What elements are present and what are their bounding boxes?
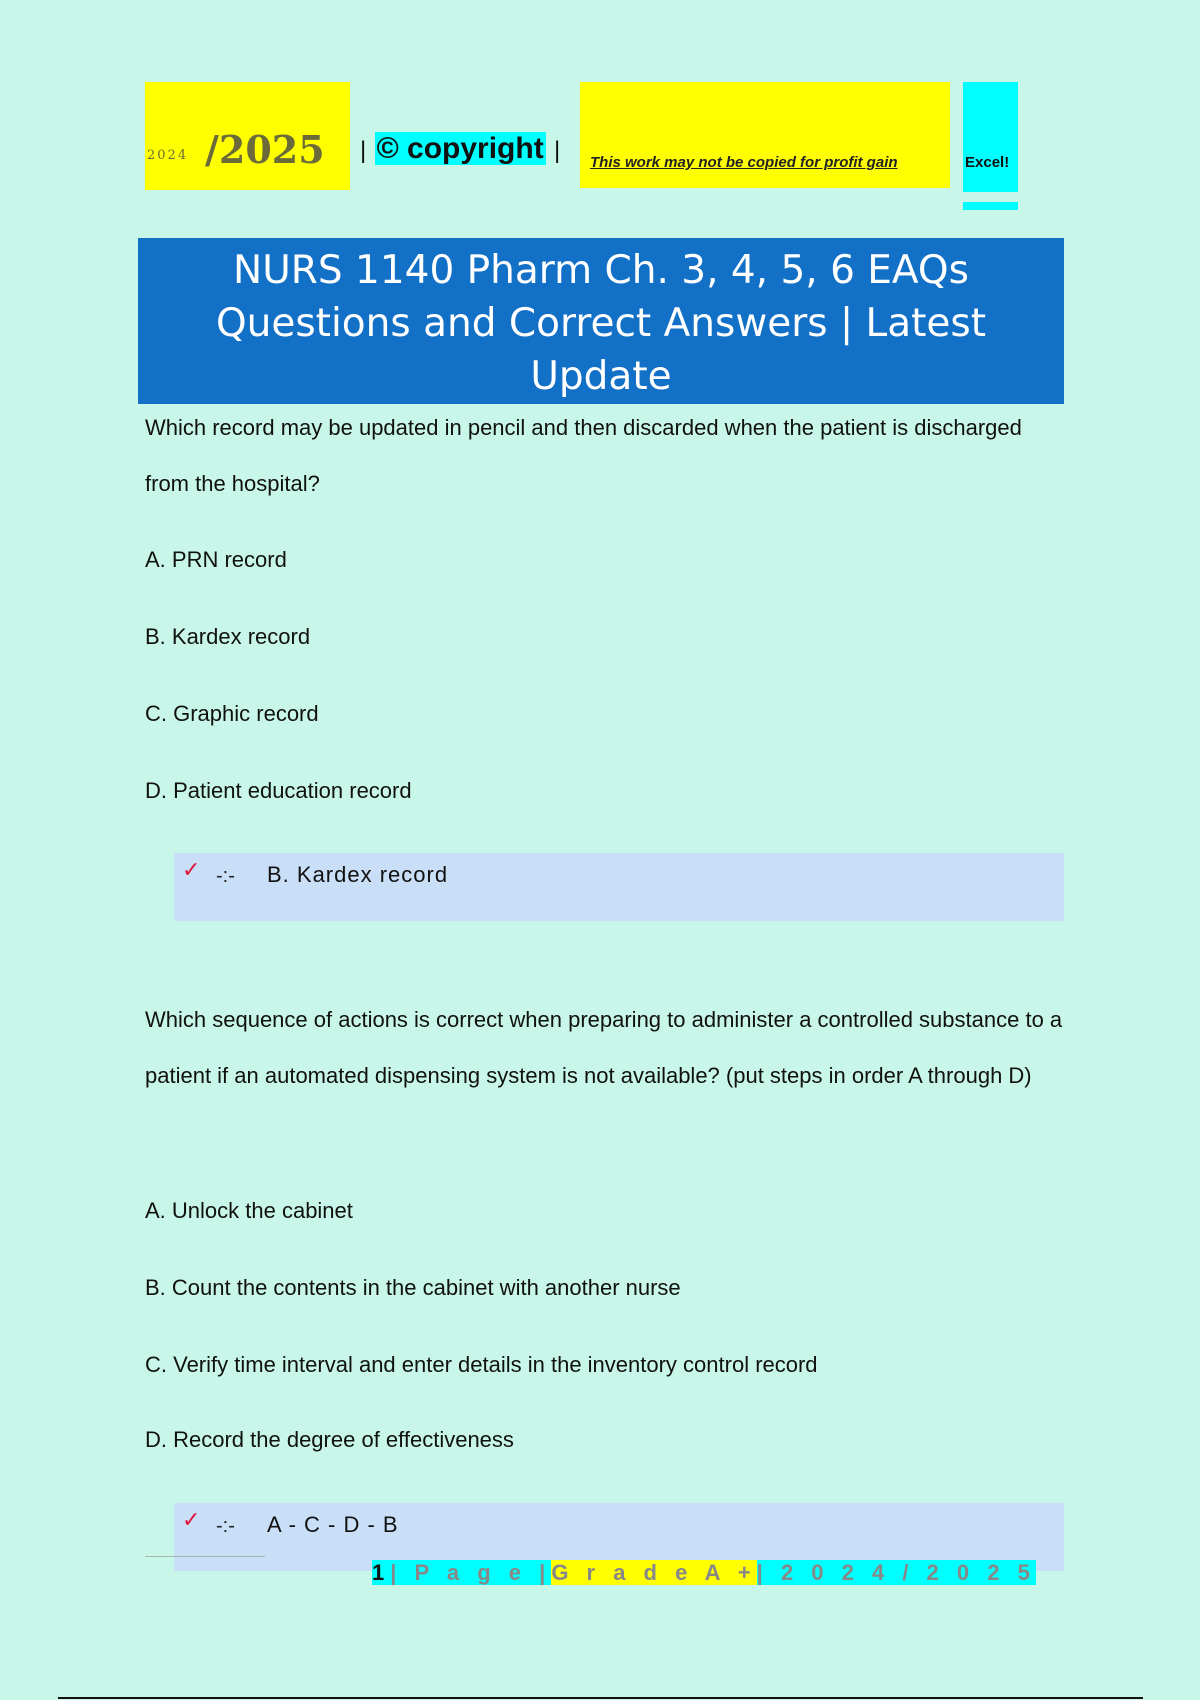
question-2-option-c: C. Verify time interval and enter details in the inventory control record <box>145 1352 818 1377</box>
page-footer <box>372 1560 1036 1590</box>
question-2-option-d: D. Record the degree of effectiveness <box>145 1427 514 1452</box>
year-big-text: /2025 <box>205 127 325 172</box>
checkmark-icon: ✓ <box>182 857 201 882</box>
copyright-bar-left: | <box>360 137 367 164</box>
footer-grade-label: G r a d e A + <box>551 1560 757 1585</box>
answer-separator: -:- <box>216 865 235 887</box>
page-bottom-rule <box>58 1697 1143 1699</box>
document-title <box>138 238 1064 404</box>
question-2-text: Which sequence of actions is correct when preparing to administer a controlled substance to a patient if an automated dispensing system is not available? (put steps in order A through D) <box>145 1007 1063 1088</box>
copyright-bar-right: | <box>554 137 561 164</box>
excel-badge-text: Excel! <box>965 154 1010 171</box>
excel-underline <box>963 202 1018 210</box>
footer-year-label: | 2 0 2 4 / 2 0 2 5 <box>756 1560 1036 1585</box>
question-1-option-d: D. Patient education record <box>145 778 412 803</box>
excel-badge <box>963 82 1018 192</box>
year-banner <box>145 82 350 190</box>
title-line-2: Questions and Correct Answers | Latest <box>215 301 987 346</box>
question-1-option-b: B. Kardex record <box>145 624 311 649</box>
question-1-answer-box <box>174 853 1064 921</box>
question-1-answer: B. Kardex record <box>267 862 449 887</box>
footer-page-label: | P a g e | <box>390 1560 552 1585</box>
question-1-option-c: C. Graphic record <box>145 701 319 726</box>
title-line-3: Update <box>530 354 672 399</box>
footer-rule <box>145 1556 265 1557</box>
copy-notice-text: This work may not be copied for profit gain <box>590 154 898 171</box>
question-1-option-a: A. PRN record <box>145 547 287 572</box>
question-2-answer: A - C - D - B <box>267 1512 399 1537</box>
title-line-1: NURS 1140 Pharm Ch. 3, 4, 5, 6 EAQs <box>233 248 969 293</box>
copyright-text: © copyright <box>376 132 544 165</box>
answer-separator: -:- <box>216 1515 235 1537</box>
copy-notice-banner <box>580 82 950 188</box>
question-2-option-b: B. Count the contents in the cabinet with another nurse <box>145 1275 681 1300</box>
year-small-text: 2024 <box>147 148 189 163</box>
copyright-label <box>360 132 560 166</box>
page-number: 1 <box>372 1560 391 1585</box>
checkmark-icon: ✓ <box>182 1507 201 1532</box>
question-2-option-a: A. Unlock the cabinet <box>145 1198 353 1223</box>
question-1-text: Which record may be updated in pencil and then discarded when the patient is discharged from the hospital? <box>145 415 1022 496</box>
